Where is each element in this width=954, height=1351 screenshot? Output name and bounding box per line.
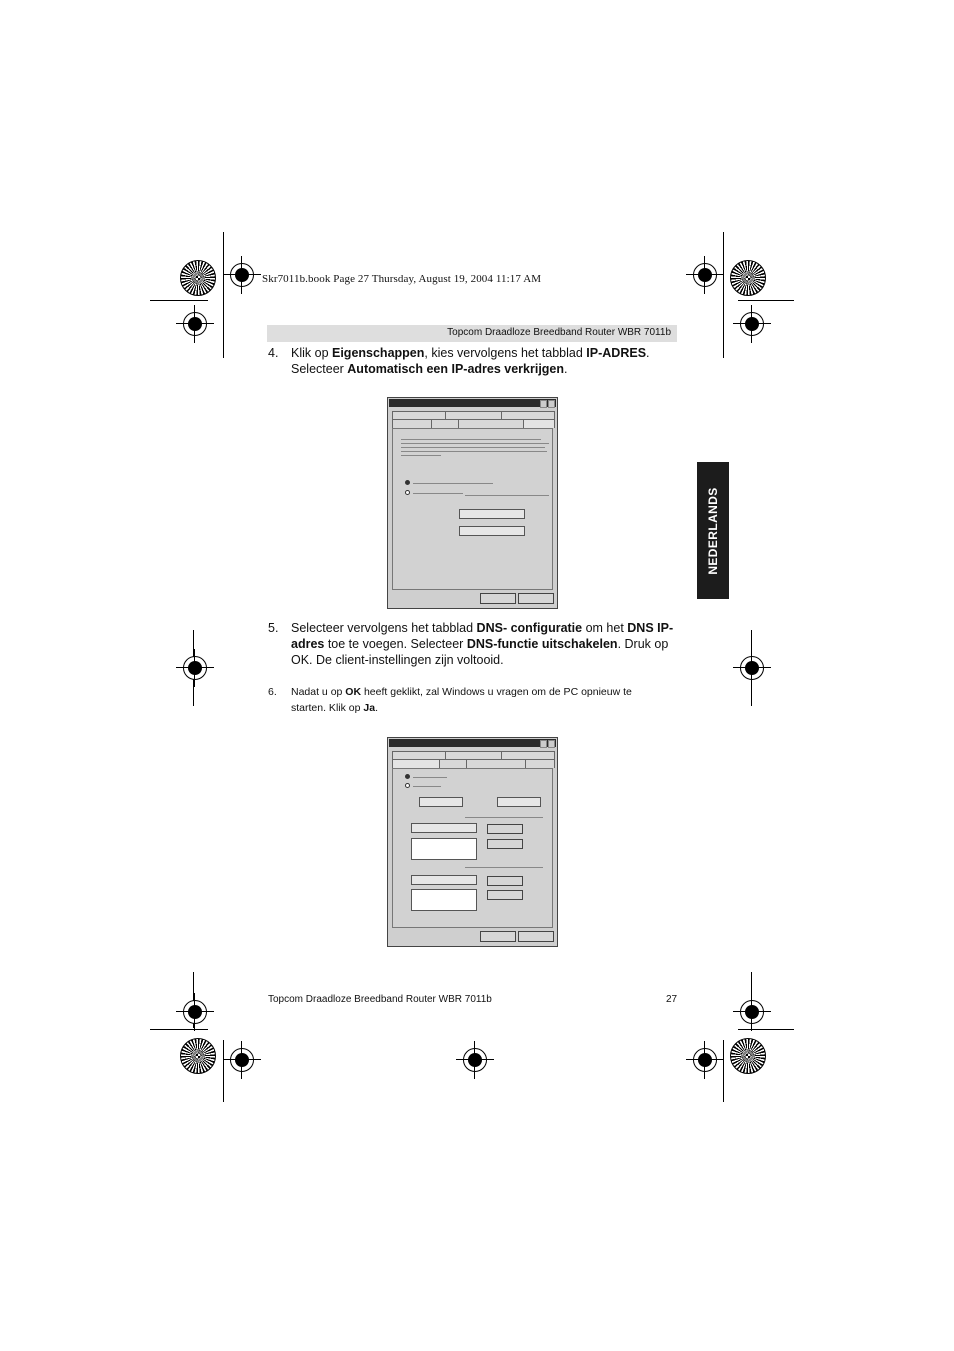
cancel-button [518, 593, 554, 604]
tcpip-ip-address-screenshot [387, 397, 558, 609]
suffix-field [411, 875, 477, 885]
text-line [401, 455, 441, 456]
subnet-mask-field [459, 526, 525, 536]
dialog-tab-row [392, 419, 553, 427]
group-divider [465, 495, 549, 496]
page-number: 27 [666, 994, 678, 1005]
star-target-icon [180, 1038, 216, 1074]
text-run: Selecteer vervolgens het tabblad [291, 621, 477, 635]
registration-mark-icon [230, 263, 254, 287]
print-header: Skr7011b.book Page 27 Thursday, August 19, 2004 11:17 AM [262, 273, 542, 285]
text-line [401, 439, 541, 440]
group-divider [465, 867, 543, 868]
dialog-tab-row [392, 411, 553, 419]
text-line [401, 443, 549, 444]
dialog-tab-row [392, 751, 553, 759]
bold-text: DNS- configuratie [476, 621, 583, 635]
crop-mark [223, 232, 224, 358]
dns-server-field [411, 823, 477, 833]
crop-mark [150, 1029, 208, 1030]
crop-mark [738, 300, 794, 301]
dialog-title-bar [389, 739, 556, 747]
ok-button [480, 593, 516, 604]
dialog-panel [392, 768, 553, 928]
step-text [291, 620, 681, 668]
ip-address-field [459, 509, 525, 519]
dialog-tab [431, 419, 459, 428]
step-number: 5. [268, 621, 279, 635]
add-button [487, 876, 523, 886]
star-target-icon [180, 260, 216, 296]
registration-mark-icon [230, 1048, 254, 1072]
dialog-tab-row [392, 759, 553, 767]
text-run: Klik op [291, 346, 332, 360]
crop-mark [150, 300, 208, 301]
remove-button [487, 890, 523, 900]
dialog-tab [458, 419, 524, 428]
dialog-panel [392, 428, 553, 590]
text-run: toe te voegen. Selecteer [324, 637, 467, 651]
registration-mark-icon [740, 312, 764, 336]
host-field [419, 797, 463, 807]
running-header-text: Topcom Draadloze Breedband Router WBR 7011b [447, 327, 671, 338]
registration-mark-icon [183, 656, 207, 680]
bold-text: DNS IP-adres [291, 621, 674, 651]
dialog-tab [439, 759, 467, 768]
dialog-tab [466, 759, 526, 768]
cancel-button [518, 931, 554, 942]
step-text [291, 345, 681, 377]
language-tab [697, 462, 729, 599]
radio-specify-address [405, 490, 410, 495]
help-icon [540, 400, 547, 408]
text-run: om het [582, 621, 628, 635]
group-divider [465, 817, 543, 818]
help-icon [540, 740, 547, 748]
step-text [291, 684, 666, 716]
registration-mark-icon [183, 1000, 207, 1024]
step-number: 6. [268, 686, 277, 698]
dialog-tab [525, 759, 555, 768]
option-label-line [413, 483, 493, 484]
star-target-icon [730, 1038, 766, 1074]
radio-enable-dns [405, 783, 410, 788]
dialog-tab [523, 419, 555, 428]
close-icon [548, 400, 555, 408]
crop-mark [723, 232, 724, 358]
star-target-icon [730, 260, 766, 296]
option-label-line [413, 786, 441, 787]
dialog-tab [392, 759, 440, 768]
text-run: . [564, 362, 568, 376]
language-tab-label: NEDERLANDS [706, 486, 720, 575]
option-label-line [413, 777, 447, 778]
step-number: 4. [268, 346, 279, 360]
footer-title: Topcom Draadloze Breedband Router WBR 7011b [268, 994, 492, 1005]
registration-mark-icon [740, 656, 764, 680]
radio-obtain-automatically [405, 480, 410, 485]
dns-server-list [411, 838, 477, 860]
dialog-tab [392, 419, 432, 428]
crop-mark [723, 1040, 724, 1102]
running-header [267, 325, 677, 342]
crop-mark [223, 1040, 224, 1102]
registration-mark-icon [693, 1048, 717, 1072]
add-button [487, 824, 523, 834]
text-run: , kies vervolgens het tabblad [424, 346, 587, 360]
registration-mark-icon [740, 1000, 764, 1024]
text-run: Nadat u op [291, 686, 346, 698]
bold-text: DNS-functie uitschakelen [466, 637, 618, 651]
text-line [401, 447, 545, 448]
option-label-line [413, 493, 463, 494]
crop-mark [738, 1029, 794, 1030]
bold-text: Automatisch een IP-adres verkrijgen [347, 362, 565, 376]
bold-text: OK [345, 686, 362, 698]
text-line [401, 451, 547, 452]
suffix-list [411, 889, 477, 911]
registration-mark-icon [463, 1048, 487, 1072]
domain-field [497, 797, 541, 807]
registration-mark-icon [183, 312, 207, 336]
bold-text: Ja [363, 702, 376, 714]
bold-text: Eigenschappen [332, 346, 425, 360]
text-run: . Druk op OK. De client-instellingen zijn voltooid. [291, 637, 669, 667]
text-run: heeft geklikt, zal Windows u vragen om de PC opnieuw te starten. Klik op [291, 686, 632, 714]
tcpip-dns-configuration-screenshot [387, 737, 558, 947]
text-run: . [375, 702, 378, 714]
close-icon [548, 740, 555, 748]
text-run: . Selecteer [291, 346, 650, 376]
remove-button [487, 839, 523, 849]
registration-mark-icon [693, 263, 717, 287]
ok-button [480, 931, 516, 942]
dialog-title-bar [389, 399, 556, 407]
radio-disable-dns [405, 774, 410, 779]
bold-text: IP-ADRES [586, 346, 647, 360]
